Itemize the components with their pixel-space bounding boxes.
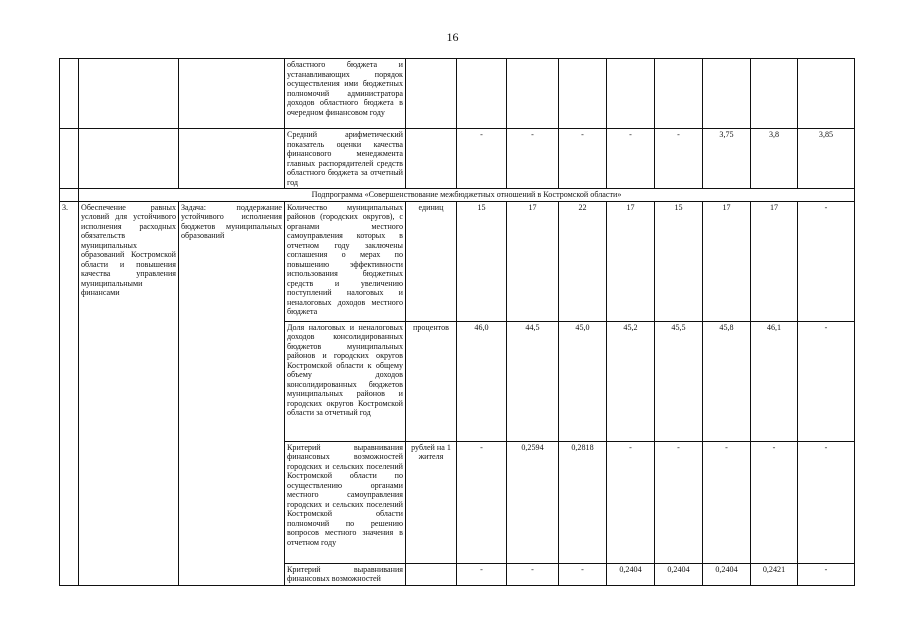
page-number: 16 — [446, 30, 459, 44]
value-cell: 0,2818 — [559, 441, 607, 563]
indicator-cell: Критерий выравнивания финансовых возможностей городских и сельских поселений Костромской области по осуществлению органами местного самоуправления городских и сельских поселений Костромской области полномочий по решению вопросов местного значения в отчетном году — [285, 441, 406, 563]
value-cell: 0,2404 — [703, 563, 751, 585]
item-task: Задача: поддержание устойчивого исполнения бюджетов муниципальных образований — [179, 201, 285, 585]
indicator-cell: Доля налоговых и неналоговых доходов консолидированных бюджетов муниципальных районов и городских округов Костромской области к общему объему доходов консолидированных бюджетов муниципальных районов и городских округов Костромской области за отчетный год — [285, 321, 406, 441]
value-cell: - — [798, 563, 855, 585]
value-cell: - — [457, 129, 507, 189]
value-cell: - — [798, 441, 855, 563]
value-cell: 3,85 — [798, 129, 855, 189]
value-cell: 0,2421 — [751, 563, 798, 585]
value-cell: - — [751, 441, 798, 563]
row-number-cell — [60, 189, 79, 202]
value-cell: 17 — [607, 201, 655, 321]
value-cell: 46,0 — [457, 321, 507, 441]
value-cell: 45,2 — [607, 321, 655, 441]
value-cell: 3,75 — [703, 129, 751, 189]
task-cell — [179, 129, 285, 189]
indicator-cell: Средний арифметический показатель оценки качества финансового менеджмента главных распорядителей средств областного бюджета за отчетный год — [285, 129, 406, 189]
unit-cell — [406, 59, 457, 129]
item-goal: Обеспечение равных условий для устойчивого исполнения расходных обязательств муниципальных образований Костромской области и повышения качества управления муниципальными финансами — [79, 201, 179, 585]
value-cell: - — [559, 563, 607, 585]
row-number-cell — [60, 129, 79, 189]
value-cell: - — [798, 321, 855, 441]
value-cell — [507, 59, 559, 129]
unit-cell — [406, 563, 457, 585]
value-cell — [559, 59, 607, 129]
table-row — [60, 59, 855, 129]
table-row — [60, 129, 855, 189]
value-cell: 17 — [703, 201, 751, 321]
value-cell: 46,1 — [751, 321, 798, 441]
value-cell: 45,0 — [559, 321, 607, 441]
value-cell — [798, 59, 855, 129]
row-number-cell — [60, 59, 79, 129]
subprogram-heading: Подпрограмма «Совершенствование межбюджетных отношений в Костромской области» — [79, 189, 855, 202]
value-cell: 0,2404 — [607, 563, 655, 585]
value-cell: 22 — [559, 201, 607, 321]
value-cell — [607, 59, 655, 129]
value-cell — [457, 59, 507, 129]
unit-cell — [406, 129, 457, 189]
subprogram-heading-row — [60, 189, 855, 202]
task-cell — [179, 59, 285, 129]
value-cell — [703, 59, 751, 129]
value-cell: - — [798, 201, 855, 321]
value-cell: - — [457, 563, 507, 585]
unit-cell: процентов — [406, 321, 457, 441]
indicator-cell: Критерий выравнивания финансовых возможностей — [285, 563, 406, 585]
value-cell: - — [655, 129, 703, 189]
unit-cell: рублей на 1 жителя — [406, 441, 457, 563]
value-cell: 44,5 — [507, 321, 559, 441]
value-cell: - — [607, 441, 655, 563]
indicators-table — [59, 58, 855, 586]
value-cell: - — [507, 129, 559, 189]
value-cell: 15 — [655, 201, 703, 321]
value-cell: 45,8 — [703, 321, 751, 441]
value-cell: 17 — [751, 201, 798, 321]
value-cell: 0,2404 — [655, 563, 703, 585]
value-cell — [655, 59, 703, 129]
value-cell: 3,8 — [751, 129, 798, 189]
value-cell: 17 — [507, 201, 559, 321]
value-cell: 15 — [457, 201, 507, 321]
value-cell — [751, 59, 798, 129]
value-cell: - — [559, 129, 607, 189]
indicator-cell: Количество муниципальных районов (городских округов), с органами местного самоуправления которых в отчетном году заключены соглашения о мерах по повышению эффективности использования бюджетных средств и увеличению поступлений налоговых и неналоговых доходов местного бюджета — [285, 201, 406, 321]
value-cell: - — [703, 441, 751, 563]
table-row — [60, 201, 855, 321]
value-cell: - — [655, 441, 703, 563]
item-number: 3. — [60, 201, 79, 585]
value-cell: 45,5 — [655, 321, 703, 441]
goal-cell — [79, 59, 179, 129]
value-cell: - — [607, 129, 655, 189]
goal-cell — [79, 129, 179, 189]
value-cell: - — [507, 563, 559, 585]
value-cell: - — [457, 441, 507, 563]
unit-cell: единиц — [406, 201, 457, 321]
value-cell: 0,2594 — [507, 441, 559, 563]
indicator-cell: областного бюджета и устанавливающих порядок осуществления ими бюджетных полномочий администратора доходов областного бюджета в очередном финансовом году — [285, 59, 406, 129]
